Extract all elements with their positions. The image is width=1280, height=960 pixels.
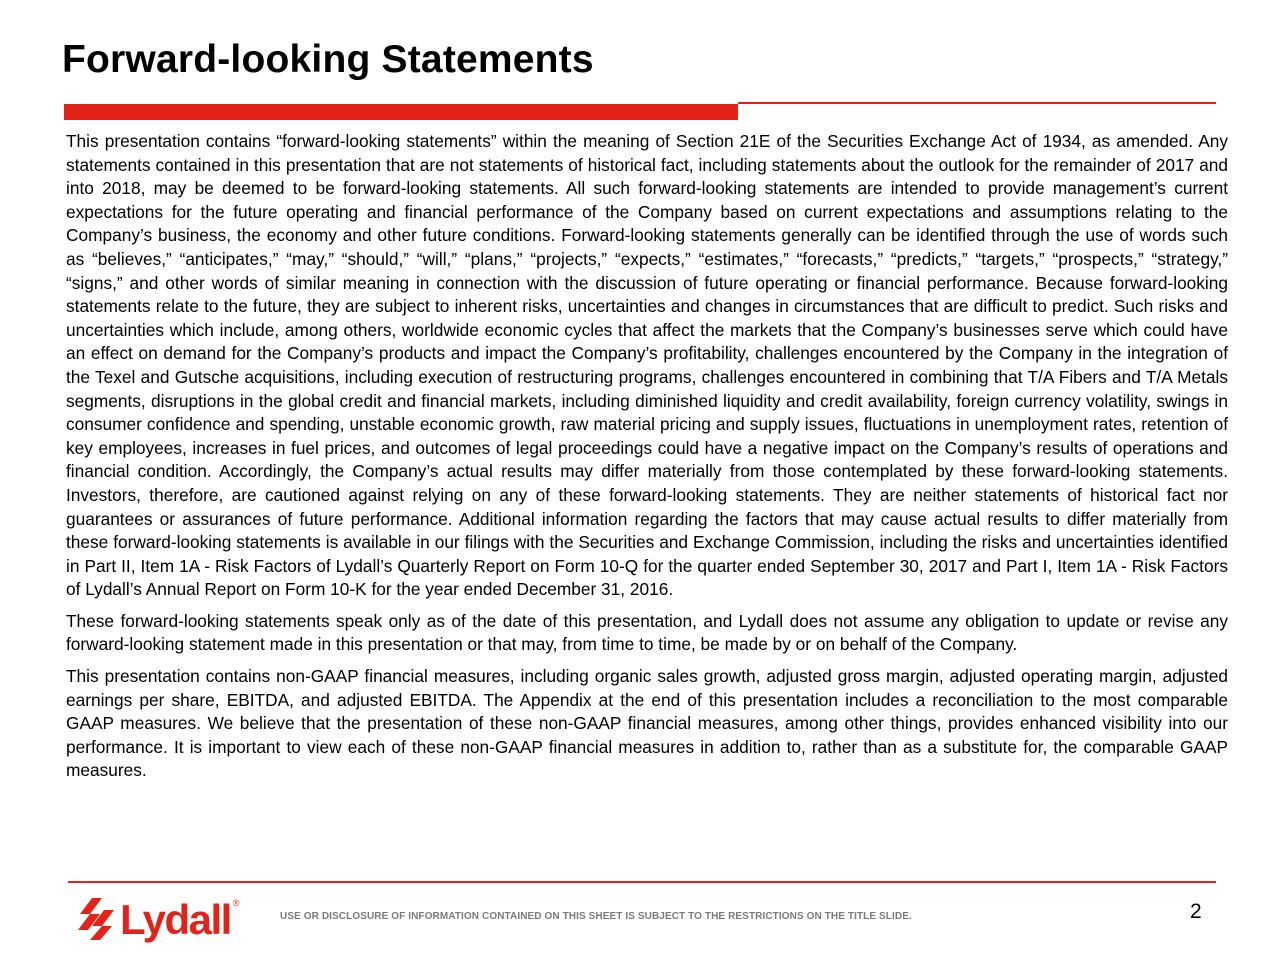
- no-obligation-paragraph: These forward-looking statements speak only as of the date of this presentation, and Lydall does not assume any obligation to update or revise any forward-looking statement made in this presentation or that may, from time to time, be made by or on behalf of the Company.: [66, 610, 1228, 655]
- body-text: [66, 130, 1228, 783]
- forward-looking-paragraph: This presentation contains “forward-looking statements” within the meaning of Section 21E of the Securities Exchange Act of 1934, as amended. Any statements contained in this presentation that are not statements of historical fact, including statements about the outlook for the remainder of 2017 and into 2018, may be deemed to be forward-looking statements. All such forward-looking statements are intended to provide management’s current expectations for the future operating and financial performance of the Company based on current expectations and assumptions relating to the Company’s business, the economy and other future conditions. Forward-looking statements generally can be identified through the use of words such as “believes,” “anticipates,” “may,” “should,” “will,” “plans,” “projects,” “expects,” “estimates,” “forecasts,” “predicts,” “targets,” “prospects,” “strategy,” “signs,” and other words of similar meaning in connection with the discussion of future operating or financial performance. Because forward-looking statements relate to the future, they are subject to inherent risks, uncertainties and changes in circumstances that are difficult to predict. Such risks and uncertainties which include, among others, worldwide economic cycles that affect the markets that the Company’s businesses serve which could have an effect on demand for the Company’s products and impact the Company’s profitability, challenges encountered by the Company in the integration of the Texel and Gutsche acquisitions, including execution of restructuring programs, challenges encountered in combining that T/A Fibers and T/A Metals segments, disruptions in the global credit and financial markets, including diminished liquidity and credit availability, foreign currency volatility, swings in consumer confidence and spending, unstable economic growth, raw material pricing and supply issues, fluctuations in unemployment rates, retention of key employees, increases in fuel prices, and outcomes of legal proceedings could have a negative impact on the Company’s results of operations and financial condition. Accordingly, the Company’s actual results may differ materially from those contemplated by these forward-looking statements. Investors, therefore, are cautioned against relying on any of these forward-looking statements. They are neither statements of historical fact nor guarantees or assurances of future performance. Additional information regarding the factors that may cause actual results to differ materially from these forward-looking statements is available in our filings with the Securities and Exchange Commission, including the risks and uncertainties identified in Part II, Item 1A - Risk Factors of Lydall’s Quarterly Report on Form 10-Q for the quarter ended September 30, 2017 and Part I, Item 1A - Risk Factors of Lydall’s Annual Report on Form 10-K for the year ended December 31, 2016.: [66, 131, 1228, 600]
- title-underline-thick: [64, 104, 738, 120]
- footer-divider: [68, 881, 1216, 883]
- lydall-logo: [78, 896, 240, 943]
- lydall-wordmark: Lydall: [120, 896, 231, 943]
- page-number: 2: [1190, 900, 1202, 923]
- title-underline-thin: [738, 102, 1216, 104]
- non-gaap-paragraph: This presentation contains non-GAAP financial measures, including organic sales growth, adjusted gross margin, adjusted operating margin, adjusted earnings per share, EBITDA, and adjusted EBITDA. The Appendix at the end of this presentation includes a reconciliation to the most comparable GAAP measures. We believe that the presentation of these non-GAAP financial measures, among other things, provides enhanced visibility into our performance. It is important to view each of these non-GAAP financial measures in addition to, rather than as a substitute for, the comparable GAAP measures.: [66, 666, 1228, 781]
- registered-mark: ®: [232, 898, 240, 908]
- disclosure-notice: USE OR DISCLOSURE OF INFORMATION CONTAINED ON THIS SHEET IS SUBJECT TO THE RESTRICTIONS ON THE TITLE SLIDE.: [280, 911, 912, 922]
- slide-title: Forward-looking Statements: [62, 38, 594, 81]
- lydall-chevron-icon: [78, 896, 118, 940]
